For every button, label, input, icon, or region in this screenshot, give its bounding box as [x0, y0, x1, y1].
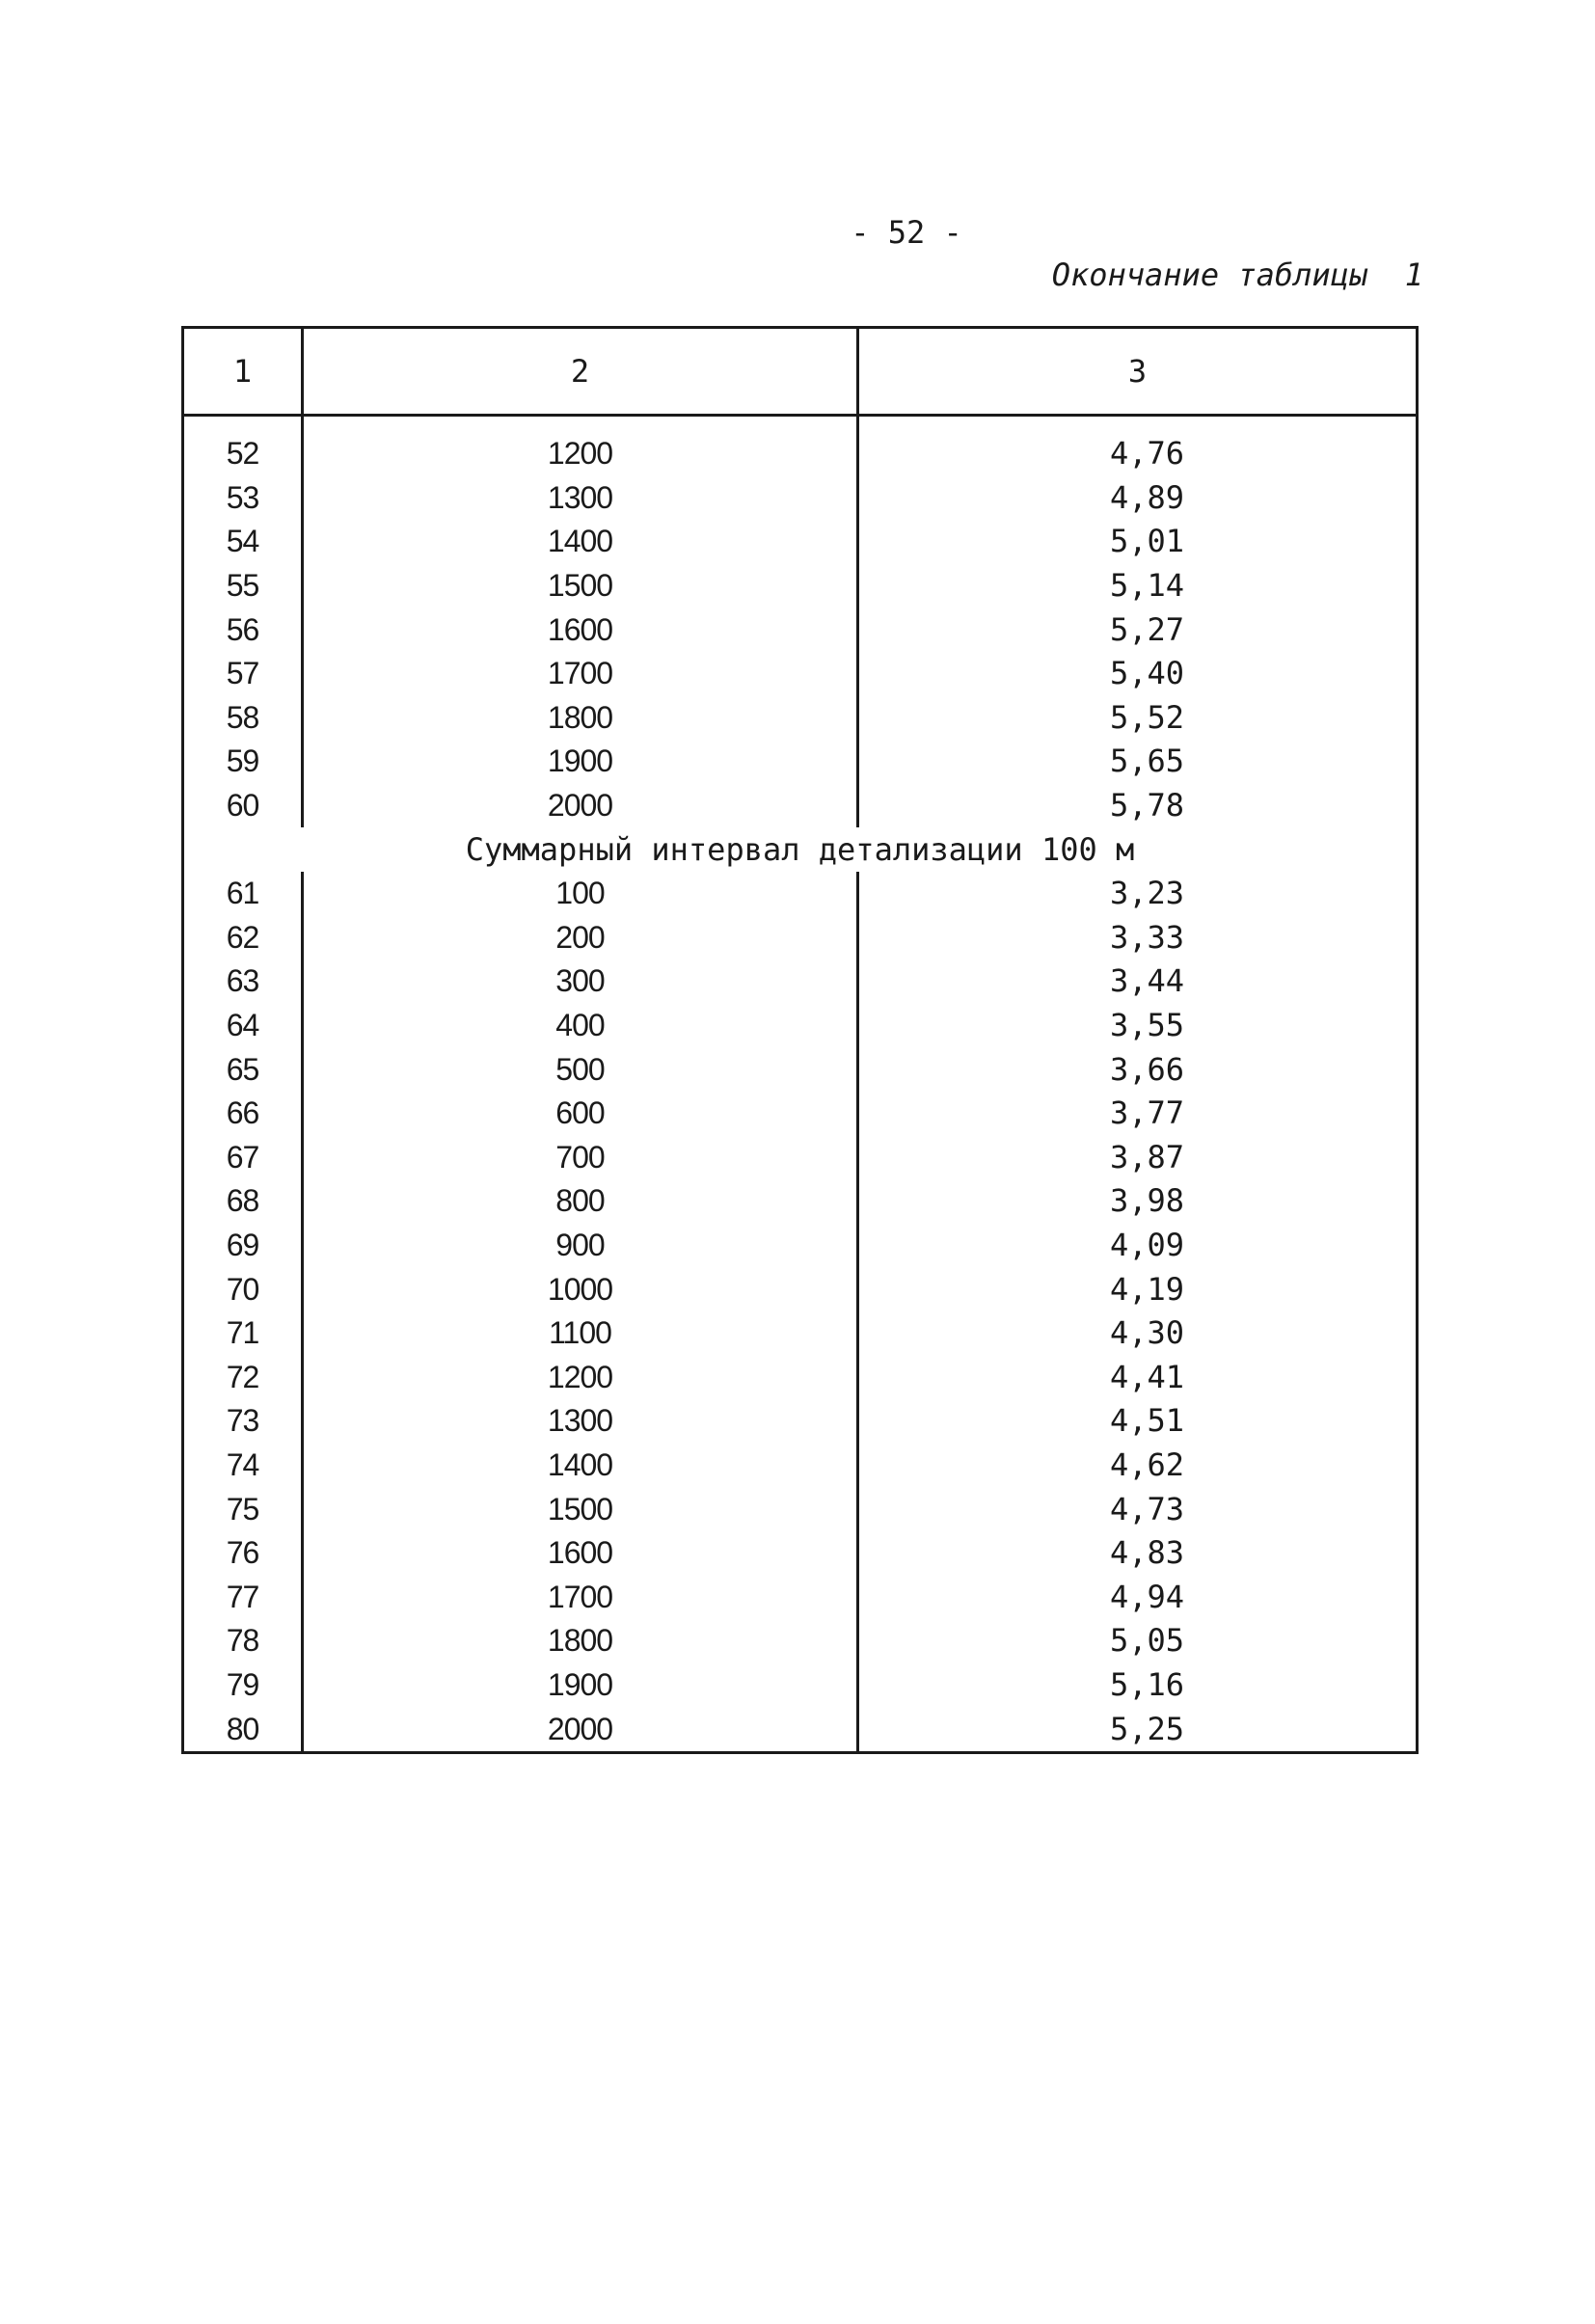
row-depth: 1500 [303, 564, 858, 608]
table-row [183, 1575, 1418, 1619]
row-depth: 600 [303, 1092, 858, 1136]
row-number: 67 [226, 1139, 259, 1175]
table-row [183, 1399, 1418, 1444]
row-value: 5,01 [858, 520, 1418, 564]
table-row [183, 1136, 1418, 1180]
row-number: 56 [226, 611, 259, 647]
table-row [183, 1531, 1418, 1576]
table-row [183, 1224, 1418, 1268]
row-number: 52 [226, 436, 259, 472]
table-row [183, 1444, 1418, 1488]
row-value: 5,25 [858, 1707, 1418, 1752]
row-value: 5,05 [858, 1619, 1418, 1663]
row-number: 63 [226, 963, 259, 999]
row-number: 66 [226, 1095, 259, 1131]
table-row [183, 1663, 1418, 1708]
row-depth: 500 [303, 1047, 858, 1092]
row-number: 64 [226, 1008, 259, 1043]
row-value: 3,66 [858, 1047, 1418, 1092]
row-depth: 2000 [303, 1707, 858, 1752]
row-value: 4,19 [858, 1267, 1418, 1311]
row-depth: 1900 [303, 740, 858, 784]
row-value: 3,44 [858, 959, 1418, 1004]
row-depth: 200 [303, 916, 858, 960]
row-depth: 1100 [303, 1311, 858, 1356]
row-depth: 1300 [303, 1399, 858, 1444]
row-depth: 1700 [303, 652, 858, 696]
table-row [183, 1311, 1418, 1356]
row-depth: 1400 [303, 520, 858, 564]
row-value: 4,83 [858, 1531, 1418, 1576]
row-number: 72 [226, 1359, 259, 1394]
column-header: 1 [183, 328, 303, 416]
row-number: 77 [226, 1579, 259, 1614]
row-number: 53 [226, 479, 259, 515]
table-row [183, 916, 1418, 960]
row-value: 3,77 [858, 1092, 1418, 1136]
row-depth: 1900 [303, 1663, 858, 1708]
row-number: 79 [226, 1666, 259, 1702]
row-number: 69 [226, 1227, 259, 1262]
row-depth: 1800 [303, 1619, 858, 1663]
table-row [183, 1487, 1418, 1531]
row-depth: 900 [303, 1224, 858, 1268]
row-value: 5,40 [858, 652, 1418, 696]
table-header-row [183, 328, 1418, 416]
table-body [183, 416, 1418, 1753]
row-number: 54 [226, 524, 259, 559]
row-value: 5,65 [858, 740, 1418, 784]
row-number: 55 [226, 568, 259, 604]
table-row [183, 1004, 1418, 1048]
row-depth: 1600 [303, 1531, 858, 1576]
row-value: 5,78 [858, 784, 1418, 828]
row-value: 4,51 [858, 1399, 1418, 1444]
table-row [183, 1179, 1418, 1224]
row-value: 4,89 [858, 476, 1418, 521]
row-depth: 1200 [303, 1355, 858, 1399]
table-row [183, 1355, 1418, 1399]
row-depth: 100 [303, 872, 858, 916]
row-value: 4,62 [858, 1444, 1418, 1488]
table-row [183, 696, 1418, 741]
row-value: 3,87 [858, 1136, 1418, 1180]
row-number: 65 [226, 1051, 259, 1087]
row-depth: 1300 [303, 476, 858, 521]
row-value: 3,33 [858, 916, 1418, 960]
row-value: 3,98 [858, 1179, 1418, 1224]
row-depth: 300 [303, 959, 858, 1004]
row-depth: 400 [303, 1004, 858, 1048]
row-number: 71 [226, 1315, 259, 1351]
row-depth: 1800 [303, 696, 858, 741]
row-number: 76 [226, 1535, 259, 1571]
row-number: 60 [226, 788, 259, 824]
table-row [183, 652, 1418, 696]
row-depth: 1600 [303, 608, 858, 652]
section-title: Суммарный интервал детализации 100 м [465, 830, 1135, 868]
table-caption: Окончание таблицы 1 [1051, 257, 1423, 293]
row-depth: 2000 [303, 784, 858, 828]
table-row [183, 1619, 1418, 1663]
page-number: - 52 - [851, 214, 962, 251]
row-number: 70 [226, 1271, 259, 1307]
row-value: 3,55 [858, 1004, 1418, 1048]
table-row [183, 520, 1418, 564]
row-number: 59 [226, 743, 259, 779]
table-row [183, 1092, 1418, 1136]
row-value: 4,94 [858, 1575, 1418, 1619]
row-depth: 800 [303, 1179, 858, 1224]
row-value: 4,41 [858, 1355, 1418, 1399]
row-depth: 1200 [303, 416, 858, 476]
table-row [183, 1047, 1418, 1092]
table-row [183, 740, 1418, 784]
row-depth: 1400 [303, 1444, 858, 1488]
row-number: 57 [226, 656, 259, 691]
row-value: 4,76 [858, 416, 1418, 476]
row-value: 4,30 [858, 1311, 1418, 1356]
table-row [183, 872, 1418, 916]
table-row [183, 959, 1418, 1004]
column-header: 2 [303, 328, 858, 416]
data-table [181, 326, 1419, 1754]
row-depth: 700 [303, 1136, 858, 1180]
row-number: 58 [226, 699, 259, 735]
row-value: 5,52 [858, 696, 1418, 741]
row-value: 3,23 [858, 872, 1418, 916]
row-number: 75 [226, 1491, 259, 1527]
row-value: 4,73 [858, 1487, 1418, 1531]
row-value: 4,09 [858, 1224, 1418, 1268]
row-number: 68 [226, 1183, 259, 1219]
table-row [183, 1267, 1418, 1311]
row-number: 74 [226, 1446, 259, 1482]
row-value: 5,27 [858, 608, 1418, 652]
table-row [183, 784, 1418, 828]
row-value: 5,16 [858, 1663, 1418, 1708]
table-row [183, 476, 1418, 521]
column-header: 3 [858, 328, 1418, 416]
row-depth: 1500 [303, 1487, 858, 1531]
row-number: 78 [226, 1623, 259, 1659]
table-row [183, 416, 1418, 476]
table-row [183, 1707, 1418, 1752]
table-row [183, 608, 1418, 652]
row-depth: 1700 [303, 1575, 858, 1619]
row-value: 5,14 [858, 564, 1418, 608]
row-number: 61 [226, 876, 259, 911]
table-row [183, 564, 1418, 608]
row-depth: 1000 [303, 1267, 858, 1311]
row-number: 80 [226, 1711, 259, 1746]
row-number: 62 [226, 919, 259, 955]
section-row [183, 827, 1418, 872]
row-number: 73 [226, 1403, 259, 1439]
